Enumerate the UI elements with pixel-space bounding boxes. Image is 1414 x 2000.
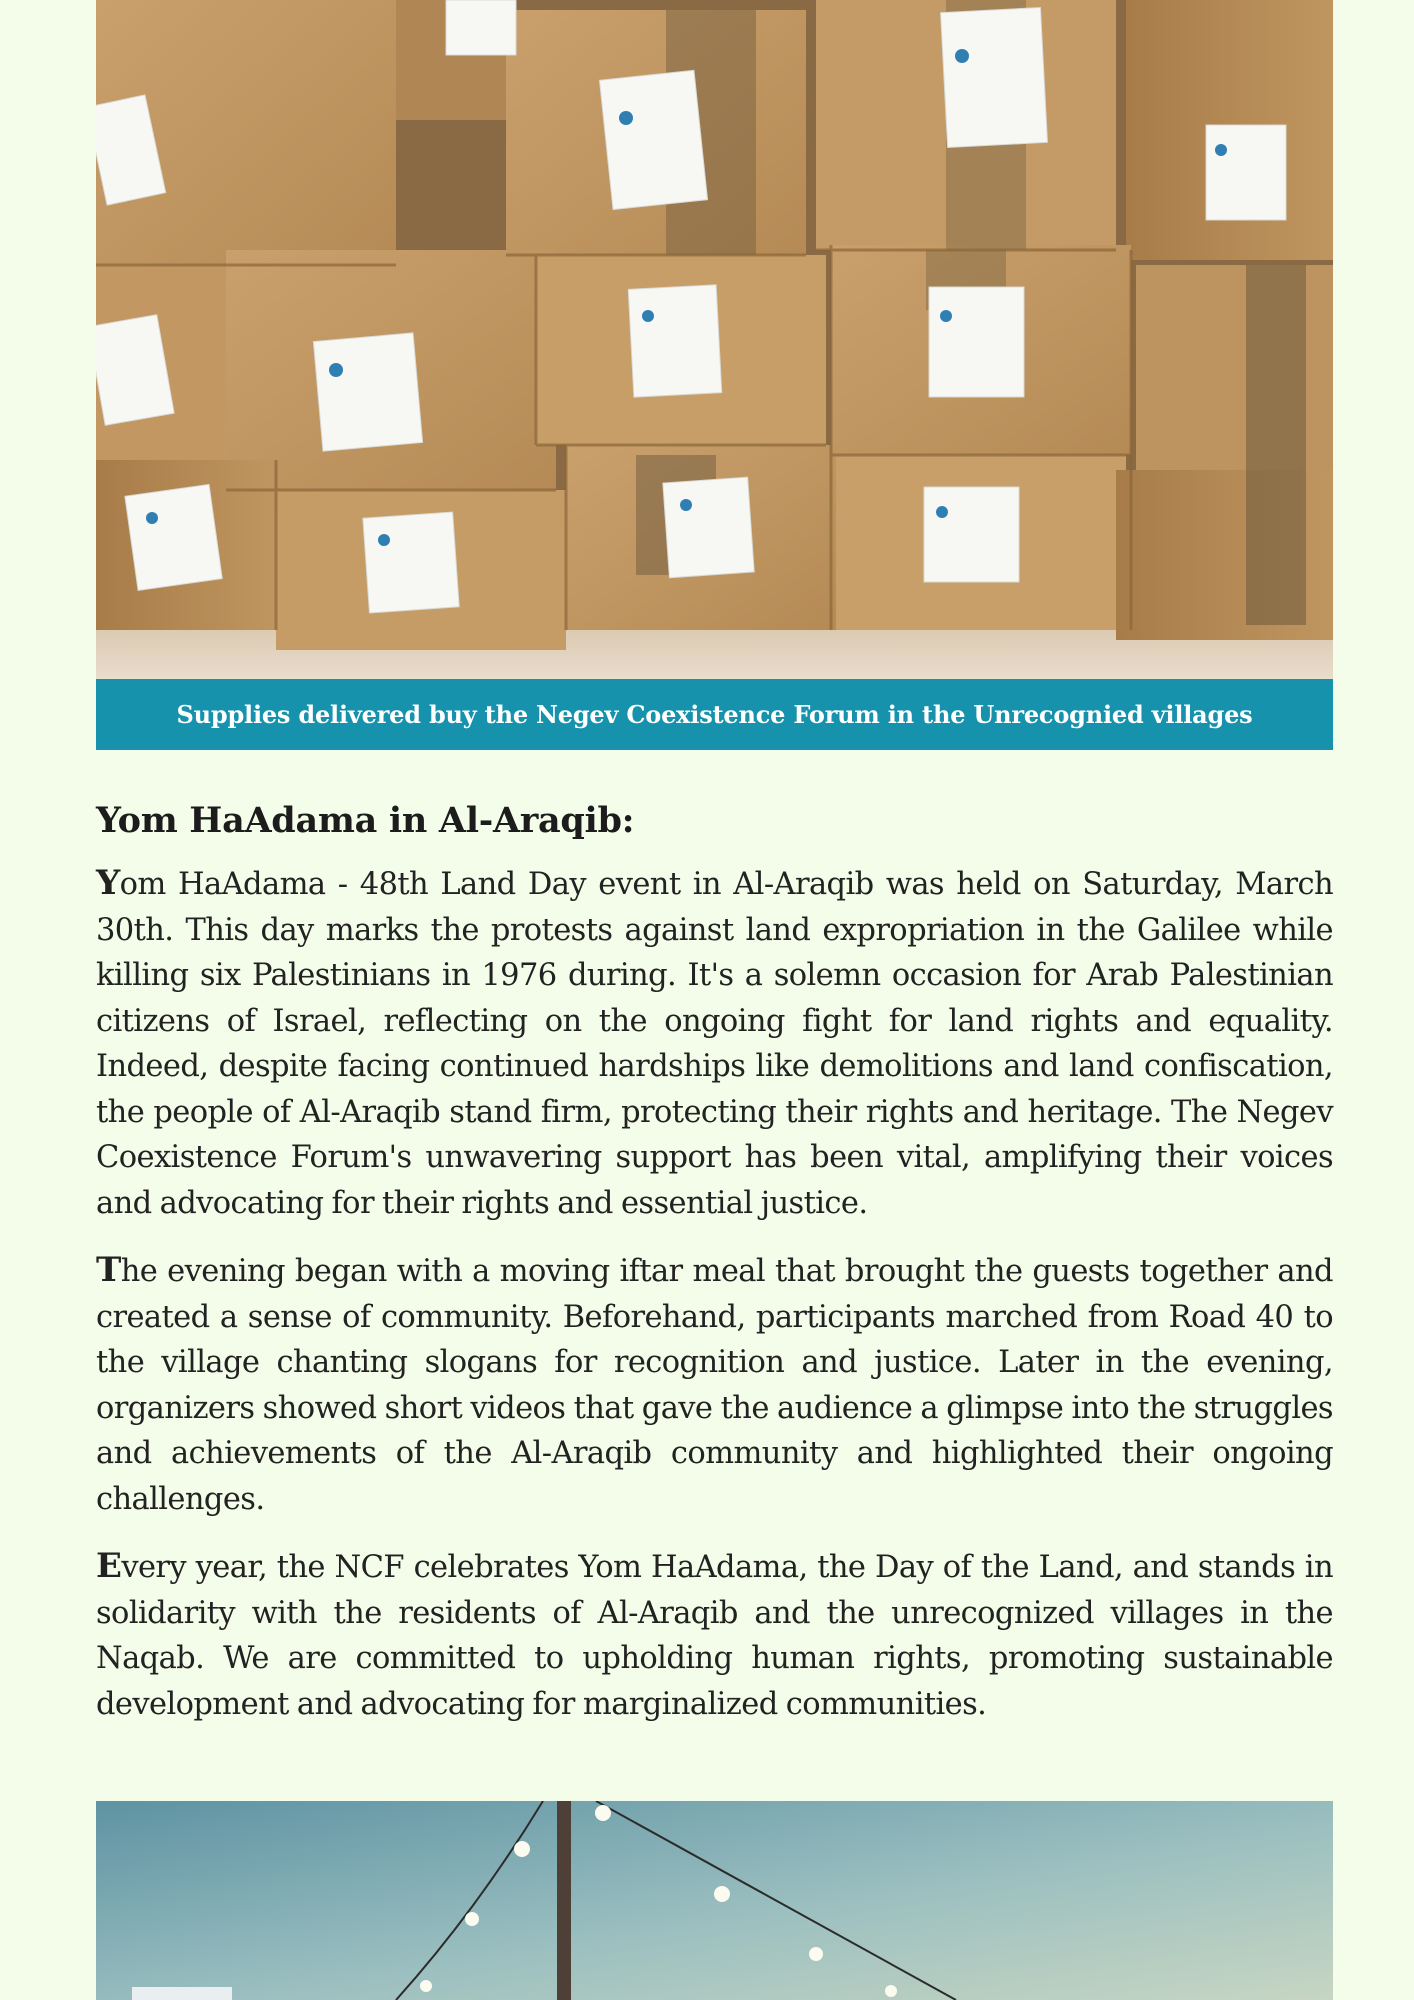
photo-caption-bar [96,679,1333,750]
paragraph-1-initial: Y [96,863,120,903]
paragraph-1-text: om HaAdama - 48th Land Day event in Al-Araqib was held on Saturday, March 30th. This day marks the protests against land expropriation in the Galilee while killing six Palestinians in 1976 during. It's a solemn occasion for Arab Palestinian citizens of Israel, reflecting on the ongoing fight for land rights and equality. Indeed, despite facing continued hardships like demolitions and land confiscation, the people of Al-Araqib stand firm, protecting their rights and heritage. The Negev Coexistence Forum's unwavering support has been vital, amplifying their voices and advocating for their rights and essential justice. [96,867,1333,1221]
article-content [96,800,1333,1749]
paragraph-2-text: he evening began with a moving iftar meal that brought the guests together and created a sense of community. Beforehand, participants marched from Road 40 to the village chanting slogans for recognition and justice. Later in the evening, organizers showed short videos that gave the audience a glimpse into the struggles and achievements of the Al-Araqib community and highlighted their ongoing challenges. [96,1254,1333,1517]
supplies-boxes-photo [96,0,1333,679]
section-heading: Yom HaAdama in Al-Araqib: [96,800,635,841]
paragraph-2-initial: T [96,1250,121,1290]
land-day-event-photo [96,1801,1333,2000]
paragraph-3-text: very year, the NCF celebrates Yom HaAdama, the Day of the Land, and stands in solidarity with the residents of Al-Araqib and the unrecognized villages in the Naqab. We are committed to upholding human rights, promoting sustainable development and advocating for marginalized communities. [96,1550,1333,1722]
paragraph-1 [96,861,1333,1226]
paragraph-2 [96,1248,1333,1522]
photo-caption: Supplies delivered buy the Negev Coexistence Forum in the Unrecognied villages [176,700,1253,729]
paragraph-3-initial: E [96,1546,122,1586]
paragraph-3 [96,1544,1333,1727]
